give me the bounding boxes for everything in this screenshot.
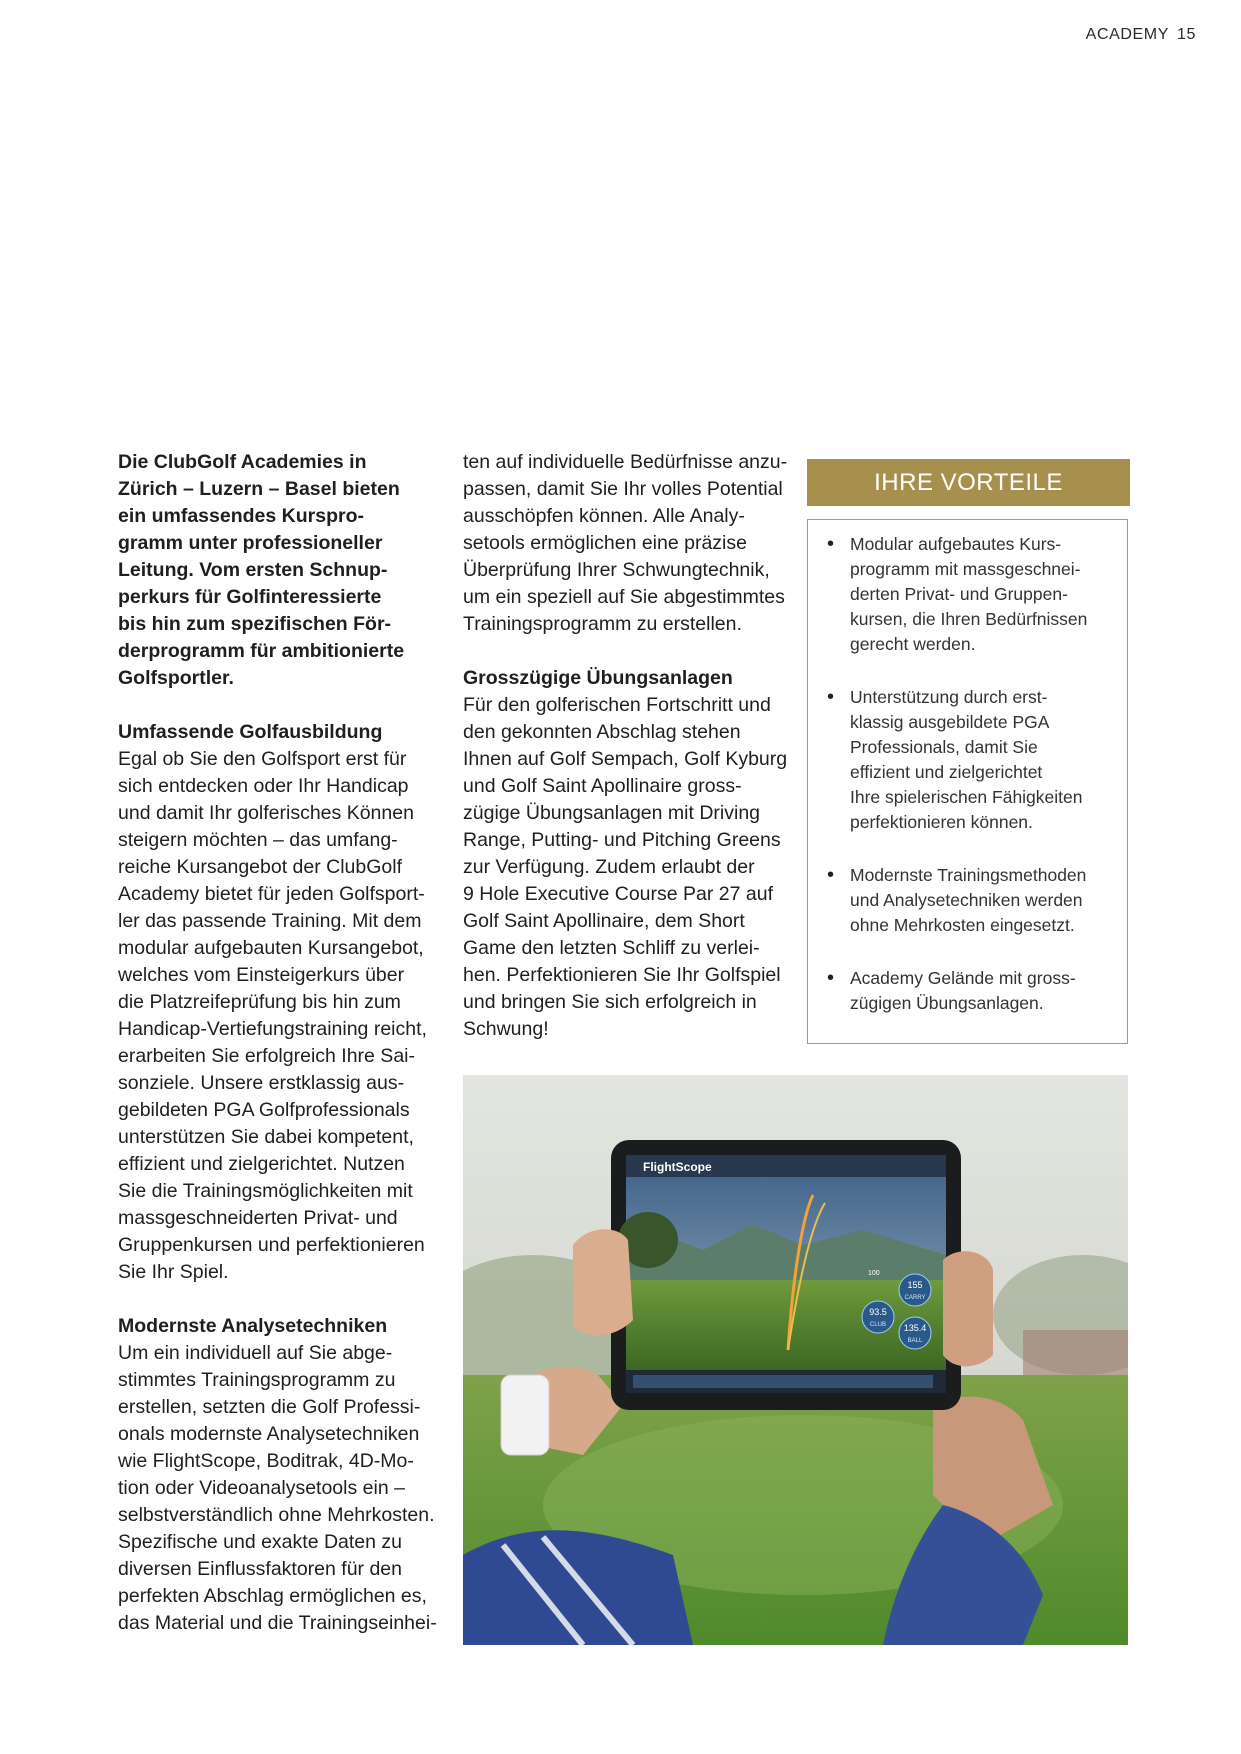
svg-text:155: 155 (907, 1280, 923, 1290)
vorteile-item: • Modular aufgebautes Kurs- programm mit massgeschnei- derten Privat- und Gruppen- kursen, die Ihren Bedürfnissen gerecht werden. (827, 533, 1088, 654)
svg-text:100: 100 (868, 1270, 880, 1277)
app-name-label: FlightScope (643, 1160, 712, 1174)
body-golfausbildung: Egal ob Sie den Golfsport erst für sich entdecken oder Ihr Handicap und damit Ihr golferisches Können steigern möchten – das umfang- reiche Kursangebot der ClubGolf Academy bietet für jeden Golfsport- ler das passende Training. Mit dem modular aufgebauten Kursangebot, welches vom Einsteigerkurs über die Platzreifeprüfung bis hin zum Handicap-Vertiefungstraining reicht, erarbeiten Sie erfolgreich Ihre Sai- sonziele. Unsere erstklassig aus- gebildeten PGA Golfprofessionals unterstützen Sie dabei kompetent, effizient und zielgerichtet. Nutzen Sie die Trainingsmöglichkeiten mit massgeschneiderten Privat- und Gruppenkursen und perfektionieren Sie Ihr Spiel. (118, 748, 427, 1283)
svg-text:CLUB: CLUB (869, 1322, 887, 1328)
svg-text:CARRY: CARRY (904, 1295, 926, 1301)
running-head (1086, 26, 1196, 44)
svg-text:135.4: 135.4 (903, 1323, 927, 1333)
text-column-middle (463, 449, 793, 1043)
vorteile-item: • Academy Gelände mit gross- zügigen Übungsanlagen. (827, 967, 1076, 1013)
vorteile-box (807, 519, 1128, 1044)
body-analysetechniken: Um ein individuell auf Sie abge- stimmtes Trainingsprogramm zu erstellen, setzten die Golf Professi- onals modernste Analysetechniken wie FlightScope, Boditrak, 4D-Mo- tion oder Videoanalysetools ein – selbstverständlich ohne Mehrkosten. Spezifische und exakte Daten zu diversen Einflussfaktoren für den perfekten Abschlag ermöglichen es, das Material und die Trainingseinhei- (118, 1342, 437, 1634)
lead-paragraph: Die ClubGolf Academies in Zürich – Luzern – Basel bieten ein umfassendes Kurspro- gramm unter professioneller Leitung. Vom ersten Schnup- perkurs für Golfinteressierte bis hin zum spezifischen För- derprogramm für ambitionierte Golfsportler. (118, 451, 405, 689)
heading-analysetechniken: Modernste Analysetechniken (118, 1315, 388, 1337)
svg-text:BALL: BALL (907, 1338, 923, 1344)
bullet-icon: • (827, 686, 835, 708)
section-label: ACADEMY (1085, 26, 1169, 43)
heading-golfausbildung: Umfassende Golfausbildung (118, 721, 383, 743)
text-column-left (118, 449, 438, 1637)
vorteile-item: • Unterstützung durch erst- klassig ausgebildete PGA Professionals, damit Sie effizient und zielgerichtet Ihre spielerischen Fähigkeiten perfektionieren können. (827, 686, 1083, 832)
heading-uebungsanlagen: Grosszügige Übungsanlagen (463, 667, 733, 689)
page-number: 15 (1177, 26, 1196, 43)
vorteile-heading: IHRE VORTEILE (807, 459, 1130, 506)
vorteile-item: • Modernste Trainingsmethoden und Analysetechniken werden ohne Mehrkosten eingesetzt. (827, 864, 1087, 935)
bullet-icon: • (827, 533, 835, 555)
photo-illustration (463, 1075, 1128, 1645)
vorteile-list (824, 532, 1113, 1016)
photo-tablet-flightscope (463, 1075, 1128, 1645)
body-analysetechniken-continued: ten auf individuelle Bedürfnisse anzu- passen, damit Sie Ihr volles Potential ausschöpfen können. Alle Analy- setools ermöglichen eine präzise Überprüfung Ihrer Schwungtechnik, um ein speziell auf Sie abgestimmtes Trainingsprogramm zu erstellen. (463, 451, 788, 635)
bullet-icon: • (827, 967, 835, 989)
bullet-icon: • (827, 864, 835, 886)
svg-text:93.5: 93.5 (869, 1307, 887, 1317)
body-uebungsanlagen: Für den golferischen Fortschritt und den gekonnten Abschlag stehen Ihnen auf Golf Sempach, Golf Kyburg und Golf Saint Apollinaire gross- zügige Übungsanlagen mit Driving Range, Putting- und Pitching Greens zur Verfügung. Zudem erlaubt der 9 Hole Executive Course Par 27 auf Golf Saint Apollinaire, dem Short Game den letzten Schliff zu verlei- hen. Perfektionieren Sie Ihr Golfspiel und bringen Sie sich erfolgreich in Schwung! (463, 694, 788, 1040)
